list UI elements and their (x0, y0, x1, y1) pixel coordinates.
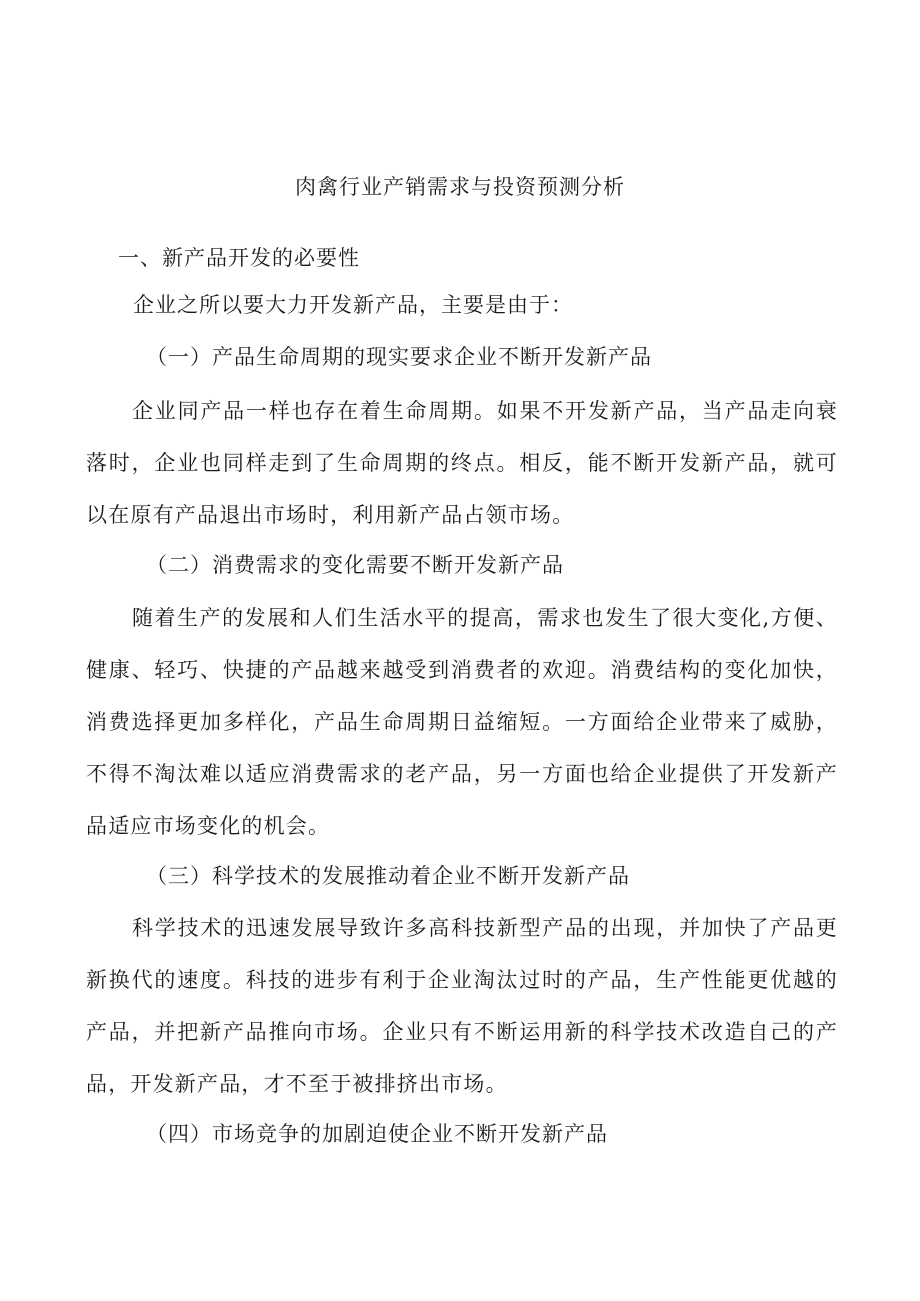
section-heading: 一、新产品开发的必要性 (118, 246, 360, 270)
subheading-3: （三）科学技术的发展推动着企业不断开发新产品 (146, 864, 630, 888)
paragraph-1: 企业同产品一样也存在着生命周期。如果不开发新产品，当产品走向衰落时，企业也同样走到了生命周期的终点。相反，能不断开发新产品，就可以在原有产品退出市场时，利用新产品占领市场。 (86, 399, 838, 527)
subheading-4: （四）市场竞争的加剧迫使企业不断开发新产品 (146, 1122, 608, 1146)
subheading-1: （一）产品生命周期的现实要求企业不断开发新产品 (146, 345, 652, 369)
paragraph-3: 科学技术的迅速发展导致许多高科技新型产品的出现，并加快了产品更新换代的速度。科技的进步有利于企业淘汰过时的产品，生产性能更优越的产品，并把新产品推向市场。企业只有不断运用新的科学技术改造自己的产品，开发新产品，才不至于被排挤出市场。 (86, 916, 838, 1096)
paragraph-2: 随着生产的发展和人们生活水平的提高，需求也发生了很大变化,方便、健康、轻巧、快捷的产品越来越受到消费者的欢迎。消费结构的变化加快，消费选择更加多样化，产品生命周期日益缩短。一方面给企业带来了威胁，不得不淘汰难以适应消费需求的老产品，另一方面也给企业提供了开发新产品适应市场变化的机会。 (86, 606, 838, 838)
subheading-2: （二）消费需求的变化需要不断开发新产品 (146, 553, 564, 577)
document-title: 肉禽行业产销需求与投资预测分析 (295, 175, 625, 199)
intro-paragraph: 企业之所以要大力开发新产品，主要是由于： (133, 293, 573, 317)
